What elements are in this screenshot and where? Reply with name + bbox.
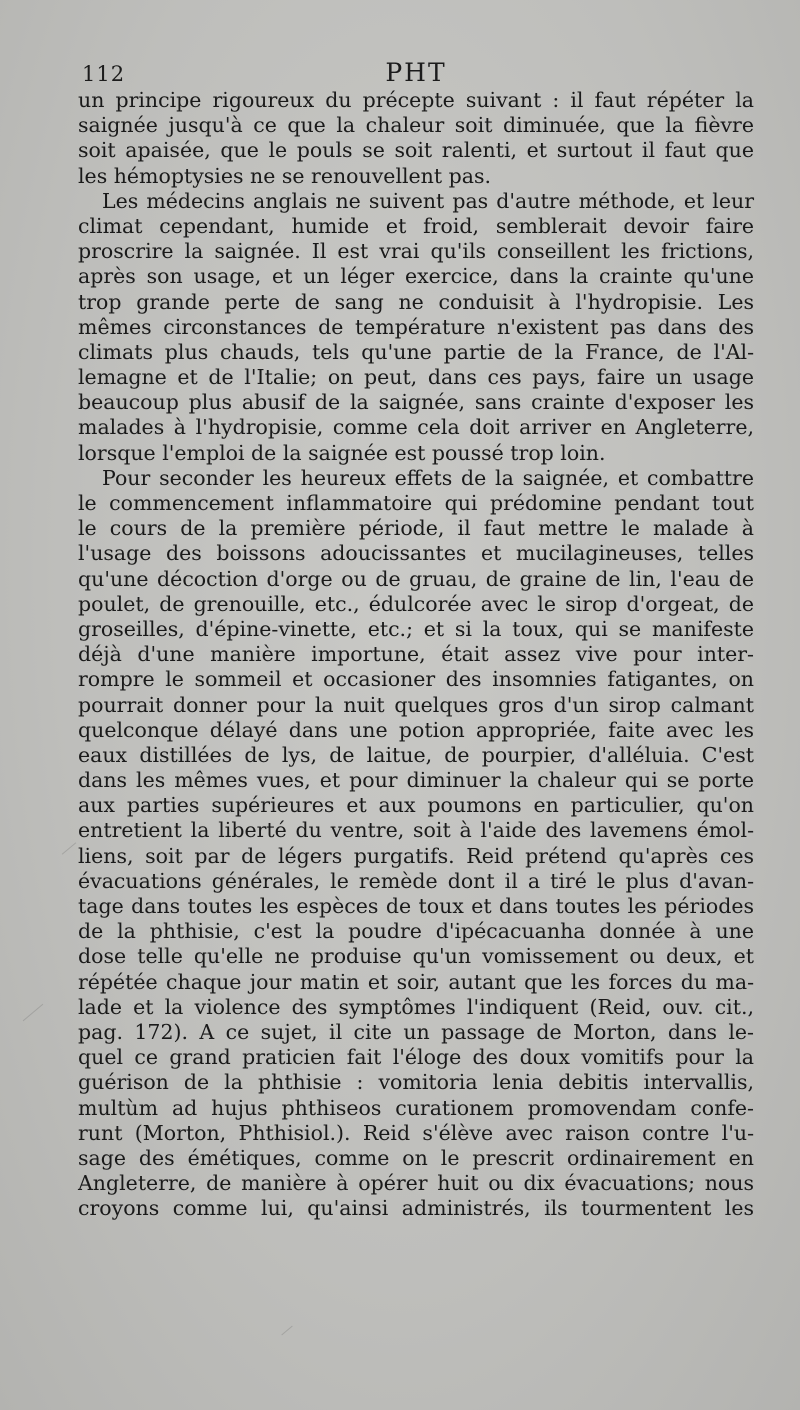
text-line: déjà d'une manière importune, était assez vive pour inter- (78, 642, 754, 667)
text-line: pag. 172). A ce sujet, il cite un passage de Morton, dans le- (78, 1019, 754, 1044)
text-line: rompre le sommeil et occasioner des insomnies fatigantes, on (78, 667, 754, 692)
text-line: quelconque délayé dans une potion appropriée, faite avec les (78, 717, 754, 742)
text-line: saignée jusqu'à ce que la chaleur soit diminuée, que la fièvre (78, 113, 754, 138)
page-number: 112 (82, 62, 126, 86)
text-line: guérison de la phthisie : vomitoria lenia debitis intervallis, (78, 1070, 754, 1095)
text-line: qu'une décoction d'orge ou de gruau, de graine de lin, l'eau de (78, 566, 754, 591)
text-line: de la phthisie, c'est la poudre d'ipécacuanha donnée à une (78, 919, 754, 944)
text-line: lemagne et de l'Italie; on peut, dans ces pays, faire un usage (78, 365, 754, 390)
text-line: après son usage, et un léger exercice, dans la crainte qu'une (78, 264, 754, 289)
body-text (78, 88, 754, 1221)
page-header (78, 58, 754, 88)
paper-scuff-mark (62, 842, 76, 854)
text-line: quel ce grand praticien fait l'éloge des doux vomitifs pour la (78, 1045, 754, 1070)
text-line: multùm ad hujus phthiseos curationem promovendam confe- (78, 1095, 754, 1120)
text-line: lade et la violence des symptômes l'indiquent (Reid, ouv. cit., (78, 994, 754, 1019)
text-line: le commencement inflammatoire qui prédomine pendant tout (78, 491, 754, 515)
text-line: eaux distillées de lys, de laitue, de pourpier, d'alléluia. C'est (78, 742, 754, 767)
text-line: poulet, de grenouille, etc., édulcorée avec le sirop d'orgeat, de (78, 591, 754, 616)
text-line: un principe rigoureux du précepte suivant : il faut répéter la (78, 88, 754, 112)
text-line: les hémoptysies ne se renouvellent pas. (78, 163, 492, 188)
text-line: évacuations générales, le remède dont il a tiré le plus d'avan- (78, 868, 754, 893)
text-line: beaucoup plus abusif de la saignée, sans crainte d'exposer les (78, 390, 754, 415)
text-line: dans les mêmes vues, et pour diminuer la chaleur qui se porte (78, 768, 754, 793)
text-line: climat cependant, humide et froid, semblerait devoir faire (78, 213, 754, 238)
text-line: répétée chaque jour matin et soir, autant que les forces du ma- (78, 969, 754, 994)
text-line: entretient la liberté du ventre, soit à l'aide des lavemens émol- (78, 818, 754, 843)
text-line: liens, soit par de légers purgatifs. Reid prétend qu'après ces (78, 843, 754, 868)
text-line: groseilles, d'épine-vinette, etc.; et si la toux, qui se manifeste (78, 616, 754, 641)
text-line: aux parties supérieures et aux poumons en particulier, qu'on (78, 793, 754, 818)
text-line: sage des émétiques, comme on le prescrit ordinairement en (78, 1145, 754, 1170)
text-line: le cours de la première période, il faut mettre le malade à (78, 516, 754, 541)
text-line: trop grande perte de sang ne conduisit à l'hydropisie. Les (78, 289, 754, 314)
text-line: pourrait donner pour la nuit quelques gros d'un sirop calmant (78, 692, 754, 717)
paper-scuff-mark (281, 1326, 292, 1336)
text-line: croyons comme lui, qu'ainsi administrés, ils tourmentent les (78, 1196, 754, 1221)
text-line: l'usage des boissons adoucissantes et mucilagineuses, telles (78, 541, 754, 566)
text-line: Les médecins anglais ne suivent pas d'autre méthode, et leur (102, 188, 754, 213)
text-line: lorsque l'emploi de la saignée est poussé trop loin. (78, 440, 606, 465)
text-line: proscrire la saignée. Il est vrai qu'ils conseillent les frictions, (78, 239, 754, 264)
text-line: runt (Morton, Phthisiol.). Reid s'élève avec raison contre l'u- (78, 1120, 754, 1145)
text-line: malades à l'hydropisie, comme cela doit arriver en Angleterre, (78, 415, 754, 440)
text-line: climats plus chauds, tels qu'une partie de la France, de l'Al- (78, 339, 754, 364)
running-head: PHT (385, 58, 447, 87)
text-line: Angleterre, de manière à opérer huit ou dix évacuations; nous (78, 1171, 754, 1196)
text-line: mêmes circonstances de température n'existent pas dans des (78, 314, 754, 339)
text-line: soit apaisée, que le pouls se soit ralenti, et surtout il faut que (78, 138, 754, 163)
text-line: Pour seconder les heureux effets de la saignée, et combattre (102, 465, 754, 490)
text-line: tage dans toutes les espèces de toux et dans toutes les périodes (78, 894, 754, 918)
text-line: dose telle qu'elle ne produise qu'un vomissement ou deux, et (78, 944, 754, 969)
paper-scuff-mark (23, 1004, 44, 1021)
